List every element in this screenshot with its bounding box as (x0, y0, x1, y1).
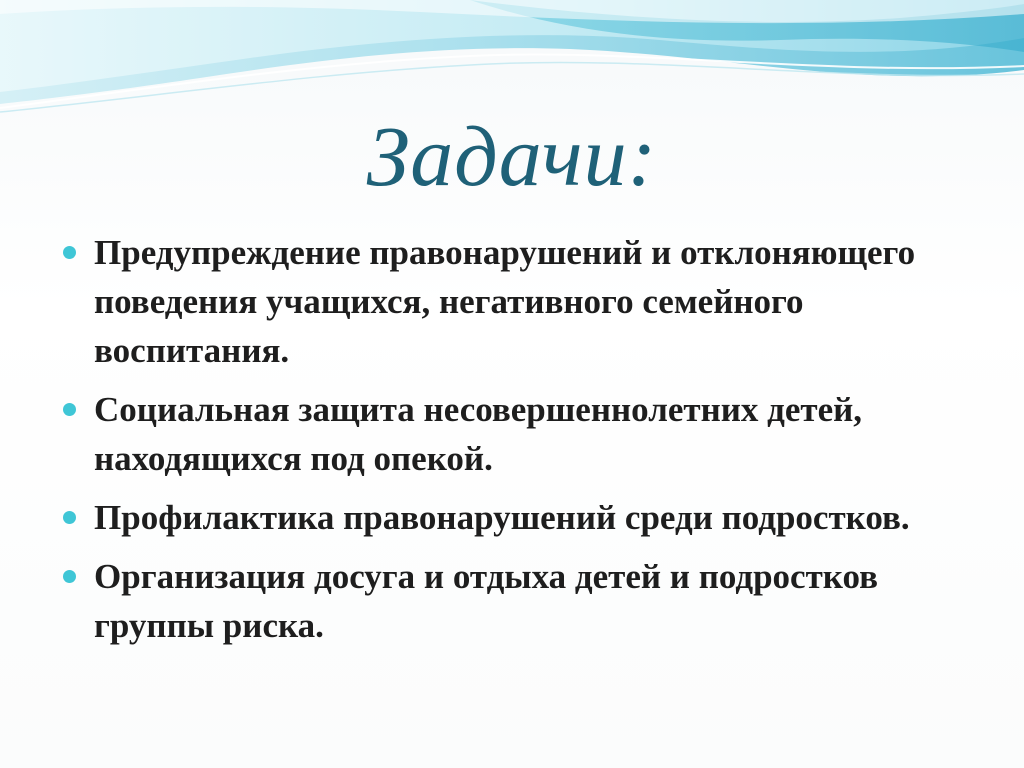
task-item-2 (62, 385, 962, 483)
task-item-1 (62, 228, 962, 375)
bullet-circle-icon (63, 403, 76, 416)
task-list (62, 228, 962, 660)
bullet-circle-icon (63, 246, 76, 259)
task-text-2: Социальная защита несовершеннолетних детей, находящихся под опекой. (94, 390, 863, 478)
bullet-circle-icon (63, 511, 76, 524)
slide-title: Задачи: (366, 108, 658, 204)
task-text-3: Профилактика правонарушений среди подростков. (94, 498, 910, 537)
task-text-1: Предупреждение правонарушений и отклоняющего поведения учащихся, негативного семейного воспитания. (94, 233, 916, 370)
bullet-circle-icon (63, 570, 76, 583)
task-text-4: Организация досуга и отдыха детей и подростков группы риска. (94, 557, 879, 645)
task-item-4 (62, 552, 962, 650)
task-item-3 (62, 493, 962, 542)
